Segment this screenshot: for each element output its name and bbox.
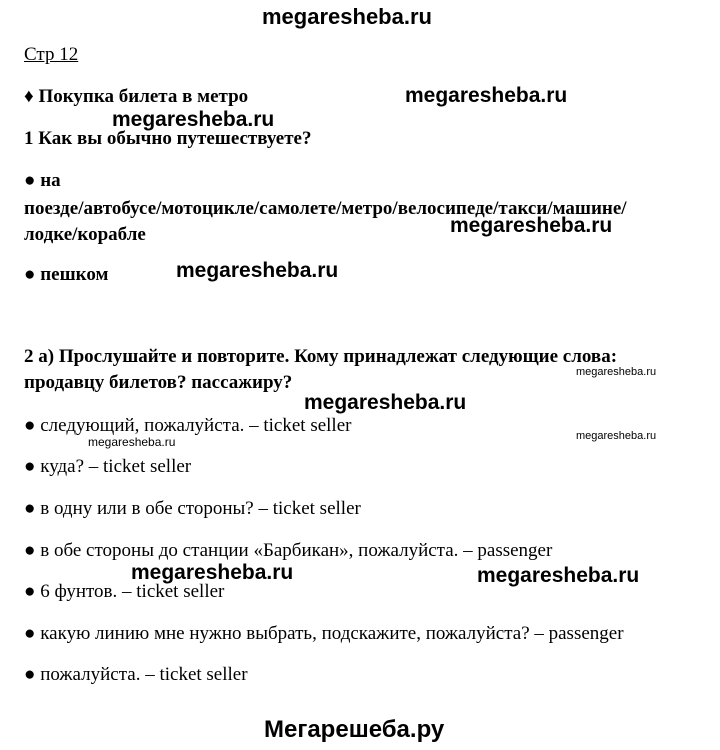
list-item: ● пожалуйста. – ticket seller xyxy=(24,664,248,685)
watermark-small: megaresheba.ru xyxy=(88,435,176,449)
watermark: megaresheba.ru xyxy=(176,259,339,282)
watermark: megaresheba.ru xyxy=(405,84,568,107)
q1-bullet-2: ● пешком xyxy=(24,264,109,285)
watermark-small: megaresheba.ru xyxy=(576,366,657,378)
list-item: ● 6 фунтов. – ticket seller xyxy=(24,581,225,602)
question-2-title-line1: 2 а) Прослушайте и повторите. Кому принадлежат следующие слова: xyxy=(24,346,618,367)
watermark: megaresheba.ru xyxy=(450,214,613,237)
watermark: megaresheba.ru xyxy=(477,564,640,587)
section-title: ♦ Покупка билета в метро xyxy=(24,86,249,107)
header-watermark: megaresheba.ru xyxy=(262,4,432,29)
q1-bullet-1-line1: ● на xyxy=(24,170,61,191)
list-item: ● следующий, пожалуйста. – ticket seller xyxy=(24,415,352,436)
question-1-title: 1 Как вы обычно путешествуете? xyxy=(24,128,312,149)
q1-bullet-1-line2: поезде/автобусе/мотоцикле/самолете/метро/велосипеде/такси/машине/ xyxy=(24,198,627,219)
watermark-small: megaresheba.ru xyxy=(576,430,657,442)
watermark: megaresheba.ru xyxy=(131,561,294,584)
watermark: megaresheba.ru xyxy=(112,108,275,131)
watermark: megaresheba.ru xyxy=(304,391,467,414)
footer-watermark: Мегарешеба.ру xyxy=(264,716,445,743)
list-item: ● в одну или в обе стороны? – ticket seller xyxy=(24,498,361,519)
list-item: ● куда? – ticket seller xyxy=(24,456,192,477)
question-2-title-line2: продавцу билетов? пассажиру? xyxy=(24,372,293,393)
page-number: Стр 12 xyxy=(24,44,79,65)
list-item: ● какую линию мне нужно выбрать, подскажите, пожалуйста? – passenger xyxy=(24,623,624,644)
list-item: ● в обе стороны до станции «Барбикан», пожалуйста. – passenger xyxy=(24,540,553,561)
q1-bullet-1-line3: лодке/корабле xyxy=(24,224,146,245)
